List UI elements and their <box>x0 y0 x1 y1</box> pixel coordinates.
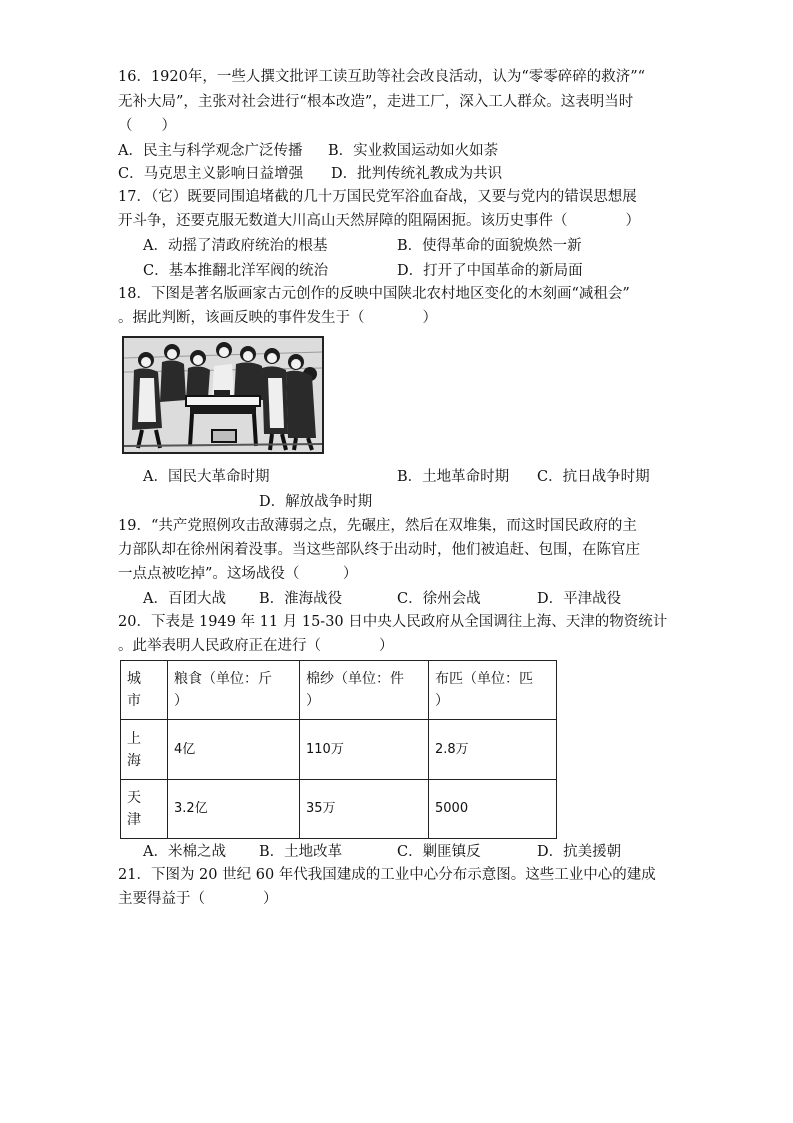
q18-option-d[interactable]: D．解放战争时期 <box>259 494 373 510</box>
city-line2: 津 <box>127 812 141 828</box>
q19-option-b[interactable]: B．淮海战役 <box>259 591 343 607</box>
grain-cell: 4亿 <box>168 720 300 780</box>
city-line1: 天 <box>127 790 141 806</box>
table-row <box>121 780 557 839</box>
q16-stem-line1: 16．1920年，一些人撰文批评工读互助等社会改良活动，认为“零零碎碎的救济”“ <box>118 69 646 85</box>
city-cell <box>121 720 168 780</box>
q20-option-b[interactable]: B．土地改革 <box>259 844 343 860</box>
q18-stem-line1: 18．下图是著名版画家古元创作的反映中国陕北农村地区变化的木刻画“减租会” <box>118 286 630 302</box>
header-city-line1: 城 <box>127 671 141 687</box>
q17-stem-line2: 开斗争，还要克服无数道大川高山天然屏障的阻隔困扼。该历史事件（ ） <box>118 213 640 229</box>
q21-stem-line2: 主要得益于（ ） <box>118 891 278 907</box>
q19-option-c[interactable]: C．徐州会战 <box>397 591 481 607</box>
q19-option-a[interactable]: A．百团大战 <box>143 591 226 607</box>
q18-option-c[interactable]: C．抗日战争时期 <box>537 469 650 485</box>
q16-option-a[interactable]: A．民主与科学观念广泛传播 <box>118 143 303 159</box>
q16-option-b[interactable]: B．实业救国运动如火如荼 <box>328 143 499 159</box>
city-line2: 海 <box>127 752 141 769</box>
table-row <box>121 720 557 780</box>
q18-stem-line2: 。据此判断，该画反映的事件发生于（ ） <box>118 310 437 326</box>
q20-stem-line1: 20．下表是 1949 年 11 月 15-30 日中央人民政府从全国调往上海、天津的物资统计 <box>118 614 668 630</box>
q18-option-b[interactable]: B．土地革命时期 <box>397 469 510 485</box>
city-line1: 上 <box>127 730 141 747</box>
q19-stem-line3: 一点点被吃掉”。这场战役（ ） <box>118 566 358 582</box>
q17-option-d[interactable]: D．打开了中国革命的新局面 <box>397 263 583 279</box>
header-cloth-line2: ） <box>435 693 449 709</box>
city-cell <box>121 780 168 839</box>
q17-option-c[interactable]: C．基本推翻北洋军阀的统治 <box>143 263 329 279</box>
woodcut-illustration <box>124 338 322 452</box>
q16-option-c[interactable]: C．马克思主义影响日益增强 <box>118 166 304 182</box>
q16-option-d[interactable]: D．批判传统礼教成为共识 <box>331 166 503 182</box>
header-cloth-line1: 布匹（单位：匹 <box>435 671 533 687</box>
header-cell-cloth <box>429 661 557 720</box>
q17-option-b[interactable]: B．使得革命的面貌焕然一新 <box>397 238 582 254</box>
q20-option-c[interactable]: C．剿匪镇反 <box>397 844 481 860</box>
material-statistics-table <box>120 660 557 839</box>
header-city-line2: 市 <box>127 693 141 709</box>
rent-reduction-woodcut-image <box>122 336 324 454</box>
q19-option-d[interactable]: D．平津战役 <box>537 591 622 607</box>
cotton-cell: 110万 <box>300 720 429 780</box>
q20-option-d[interactable]: D．抗美援朝 <box>537 844 622 860</box>
header-cell-cotton <box>300 661 429 720</box>
q16-stem-line2: 无补大局”，主张对社会进行“根本改造”，走进工厂，深入工人群众。这表明当时 <box>118 94 634 110</box>
cotton-cell: 35万 <box>300 780 429 839</box>
q17-option-a[interactable]: A．动摇了清政府统治的根基 <box>143 238 328 254</box>
q20-option-a[interactable]: A．米棉之战 <box>143 844 226 860</box>
q20-stem-line2: 。此举表明人民政府正在进行（ ） <box>118 638 394 654</box>
header-cotton-line1: 棉纱（单位：件 <box>306 671 404 687</box>
grain-cell: 3.2亿 <box>168 780 300 839</box>
cloth-cell: 2.8万 <box>429 720 557 780</box>
q19-stem-line2: 力部队却在徐州闲着没事。当这些部队终于出动时，他们被追赶、包围，在陈官庄 <box>118 542 640 558</box>
q18-option-a[interactable]: A．国民大革命时期 <box>143 469 270 485</box>
q17-stem-line1: 17．（它）既要同围追堵截的几十万国民党军浴血奋战，又要与党内的错误思想展 <box>118 189 637 205</box>
header-grain-line1: 粮食（单位：斤 <box>174 671 272 687</box>
header-grain-line2: ） <box>174 693 188 709</box>
q21-stem-line1: 21．下图为 20 世纪 60 年代我国建成的工业中心分布示意图。这些工业中心的建成 <box>118 867 656 883</box>
q19-stem-line1: 19．“共产党照例攻击敌薄弱之点，先碾庄，然后在双堆集，而这时国民政府的主 <box>118 518 637 534</box>
header-cell-grain <box>168 661 300 720</box>
cloth-cell: 5000 <box>429 780 557 839</box>
header-cell-city <box>121 661 168 720</box>
table-header-row <box>121 661 557 720</box>
header-cotton-line2: ） <box>306 693 320 709</box>
q16-answer-blank: （ ） <box>118 118 176 134</box>
